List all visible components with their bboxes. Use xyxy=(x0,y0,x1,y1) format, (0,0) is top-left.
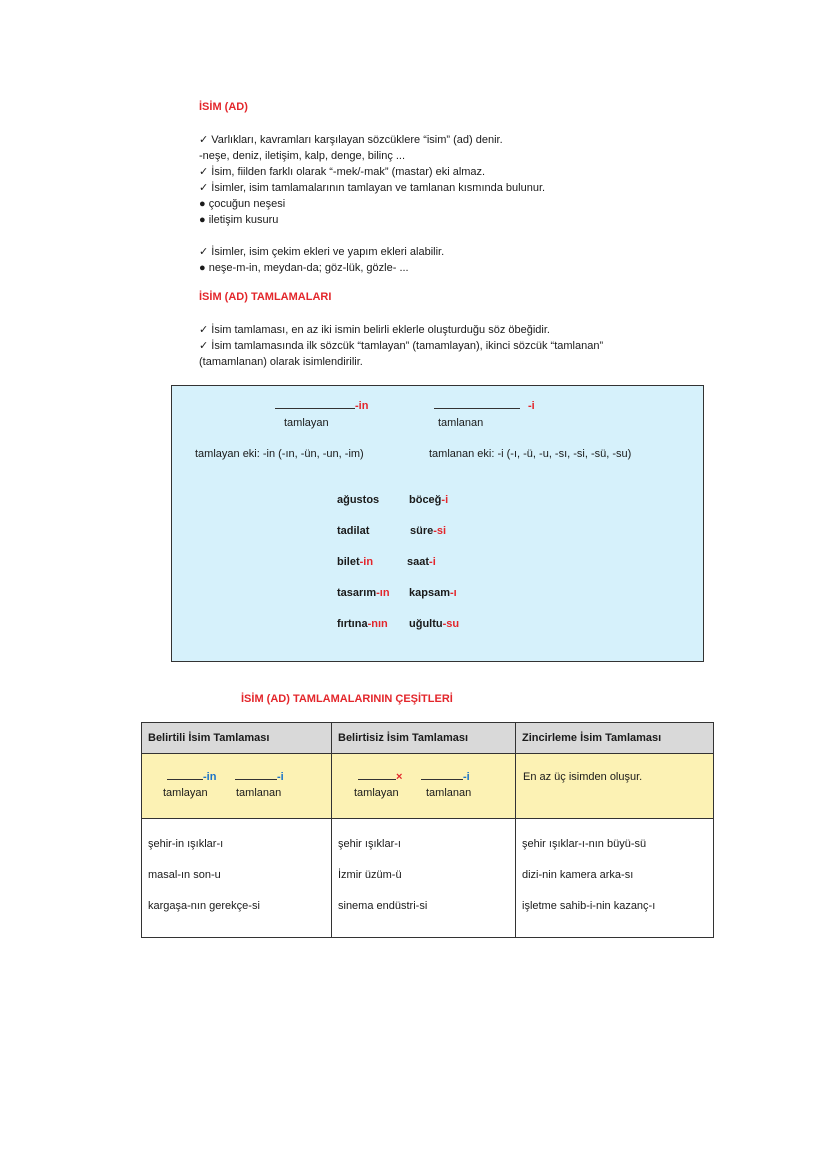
belirtisiz-pattern xyxy=(332,754,516,819)
zincirleme-pattern xyxy=(516,754,714,819)
tamlanan-label: tamlanan xyxy=(236,787,282,799)
pair-row xyxy=(337,618,459,630)
no-suffix-mark: × xyxy=(396,771,403,783)
example-item: işletme sahib-i-nin kazanç-ı xyxy=(522,900,656,912)
section-title-cesitler: İSİM (AD) TAMLAMALARININ ÇEŞİTLERİ xyxy=(241,693,453,705)
pair-row xyxy=(337,525,446,537)
tamlanan-label: tamlanan xyxy=(438,417,484,429)
example-bullet: ● neşe-m-in, meydan-da; göz-lük, gözle- ... xyxy=(199,262,409,274)
zincirleme-examples xyxy=(516,819,714,938)
zincirleme-note: En az üç isimden oluşur. xyxy=(523,771,643,783)
table-pattern-row xyxy=(142,754,714,819)
tamlayan-rule: tamlayan eki: -in (-ın, -ün, -un, -im) xyxy=(195,448,364,460)
definition-line: (tamamlanan) olarak isimlendirilir. xyxy=(199,356,363,368)
tamlayan-suffix: -nın xyxy=(367,618,388,630)
definition-line: ✓ İsim, fiilden farklı olarak “-mek/-mak” (mastar) eki almaz. xyxy=(199,166,486,178)
definition-line: -neşe, deniz, iletişim, kalp, denge, bilinç ... xyxy=(199,150,406,162)
tamlayan-word: tasarım xyxy=(337,587,377,599)
tamlanan-rule: tamlanan eki: -i (-ı, -ü, -u, -sı, -si, -sü, -su) xyxy=(429,448,632,460)
example-item: şehir ışıklar-ı-nın büyü-sü xyxy=(522,838,647,850)
tamlanan-word: süre xyxy=(410,525,434,537)
belirtili-examples xyxy=(142,819,332,938)
tamlanan-suffix: -ı xyxy=(449,587,457,599)
pair-row xyxy=(337,587,457,599)
tamlayan-word: fırtına xyxy=(337,618,368,630)
definition-line: ✓ Varlıkları, kavramları karşılayan sözcüklere “isim” (ad) denir. xyxy=(199,134,503,146)
example-item: şehir ışıklar-ı xyxy=(338,838,401,850)
example-bullet: ● çocuğun neşesi xyxy=(199,198,286,210)
section-title-tamlamalar: İSİM (AD) TAMLAMALARI xyxy=(199,291,332,303)
section-title-isim: İSİM (AD) xyxy=(199,101,248,113)
pair-row xyxy=(337,494,448,506)
header-zincirleme: Zincirleme İsim Tamlaması xyxy=(516,723,714,754)
tamlayan-label: tamlayan xyxy=(354,787,399,799)
pair-row xyxy=(337,556,436,568)
example-bullet: ● iletişim kusuru xyxy=(199,214,279,226)
tamlanan-suffix: -i xyxy=(441,494,449,506)
belirtili-pattern xyxy=(142,754,332,819)
definition-line: ✓ İsimler, isim tamlamalarının tamlayan ve tamlanan kısmında bulunur. xyxy=(199,182,546,194)
tamlayan-suffix: -ın xyxy=(376,587,390,599)
tamlama-structure-box xyxy=(171,385,704,662)
tamlayan-label: tamlayan xyxy=(163,787,208,799)
isim-definition-list xyxy=(199,132,545,228)
tamlayan-slot xyxy=(275,400,368,412)
tamlanan-suffix: -i xyxy=(429,556,436,568)
example-item: şehir-in ışıklar-ı xyxy=(148,838,224,850)
definition-line: ✓ İsimler, isim çekim ekleri ve yapım ekleri alabilir. xyxy=(199,246,445,258)
tamlanan-suffix: -si xyxy=(433,525,447,537)
tamlanan-slot xyxy=(434,400,535,412)
tamlama-definition-list xyxy=(199,322,603,370)
blank-line xyxy=(275,408,355,409)
example-item: sinema endüstri-si xyxy=(338,900,428,912)
tamlanan-label: tamlanan xyxy=(426,787,472,799)
tamlanan-suffix: -i xyxy=(277,771,284,783)
example-item: İzmir üzüm-ü xyxy=(338,869,402,881)
tamlanan-word: saat xyxy=(407,556,430,568)
example-item: masal-ın son-u xyxy=(148,869,221,881)
tamlanan-suffix: -su xyxy=(442,618,460,630)
tamlayan-suffix: -in xyxy=(359,556,374,568)
belirtisiz-examples xyxy=(332,819,516,938)
isim-suffix-list xyxy=(199,244,444,276)
tamlayan-word: ağustos xyxy=(337,494,380,506)
tamlayan-suffix: -in xyxy=(355,400,369,412)
tamlanan-suffix: -i xyxy=(528,400,535,412)
tamlayan-suffix: -in xyxy=(203,771,217,783)
tamlanan-word: uğultu xyxy=(409,618,443,630)
tamlama-types-table xyxy=(141,722,714,938)
definition-line: ✓ İsim tamlamasında ilk sözcük “tamlayan” (tamamlayan), ikinci sözcük “tamlanan” xyxy=(199,340,604,352)
header-belirtili: Belirtili İsim Tamlaması xyxy=(142,723,332,754)
tamlayan-label: tamlayan xyxy=(284,417,329,429)
table-header-row xyxy=(142,723,714,754)
blank-line xyxy=(434,408,520,409)
table-examples-row xyxy=(142,819,714,938)
example-item: kargaşa-nın gerekçe-si xyxy=(148,900,260,912)
header-belirtisiz: Belirtisiz İsim Tamlaması xyxy=(332,723,516,754)
tamlanan-word: böceğ xyxy=(409,494,442,506)
tamlanan-word: kapsam xyxy=(409,587,450,599)
tamlanan-suffix: -i xyxy=(463,771,470,783)
example-item: dizi-nin kamera arka-sı xyxy=(522,869,634,881)
tamlayan-word: bilet xyxy=(337,556,360,568)
tamlayan-word: tadilat xyxy=(337,525,370,537)
definition-line: ✓ İsim tamlaması, en az iki ismin belirli eklerle oluşturduğu söz öbeğidir. xyxy=(199,324,550,336)
